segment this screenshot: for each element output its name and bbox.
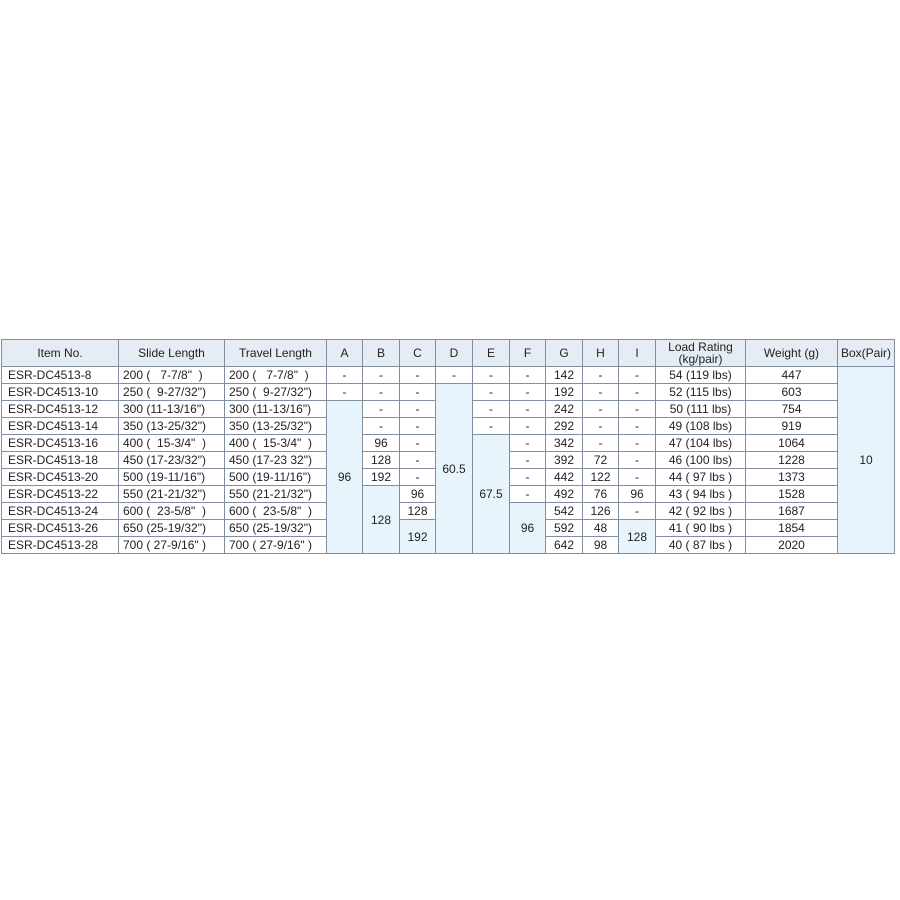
header-row (2, 340, 895, 367)
cell-f: - (510, 384, 546, 401)
cell-travel-length: 200 ( 7-7/8" ) (225, 367, 327, 384)
cell-f: - (510, 452, 546, 469)
cell-travel-length: 450 (17-23 32") (225, 452, 327, 469)
table-row (2, 367, 895, 384)
cell-item: ESR-DC4513-28 (2, 537, 119, 554)
cell-c: - (400, 367, 436, 384)
cell-weight: 919 (746, 418, 838, 435)
cell-travel-length: 700 ( 27-9/16" ) (225, 537, 327, 554)
cell-slide-length: 450 (17-23/32") (119, 452, 225, 469)
col-header-h: H (583, 340, 619, 367)
cell-c: - (400, 452, 436, 469)
col-header-b: B (363, 340, 400, 367)
cell-g: 492 (546, 486, 583, 503)
col-header-item-no: Item No. (2, 340, 119, 367)
cell-g: 542 (546, 503, 583, 520)
cell-i: - (619, 469, 656, 486)
cell-travel-length: 400 ( 15-3/4" ) (225, 435, 327, 452)
cell-h: 48 (583, 520, 619, 537)
spec-table (1, 339, 895, 554)
cell-g: 342 (546, 435, 583, 452)
cell-h: - (583, 401, 619, 418)
cell-e: - (473, 401, 510, 418)
cell-slide-length: 700 ( 27-9/16" ) (119, 537, 225, 554)
col-header-f: F (510, 340, 546, 367)
cell-c: - (400, 418, 436, 435)
cell-load-rating: 49 (108 lbs) (656, 418, 746, 435)
cell-item: ESR-DC4513-14 (2, 418, 119, 435)
cell-load-rating: 54 (119 lbs) (656, 367, 746, 384)
cell-load-rating: 43 ( 94 lbs ) (656, 486, 746, 503)
cell-i: - (619, 418, 656, 435)
cell-slide-length: 300 (11-13/16") (119, 401, 225, 418)
cell-e-merged: 67.5 (473, 435, 510, 554)
cell-load-rating: 47 (104 lbs) (656, 435, 746, 452)
cell-travel-length: 500 (19-11/16") (225, 469, 327, 486)
cell-load-rating: 41 ( 90 lbs ) (656, 520, 746, 537)
cell-item: ESR-DC4513-22 (2, 486, 119, 503)
cell-h: - (583, 435, 619, 452)
cell-h: 126 (583, 503, 619, 520)
cell-e: - (473, 418, 510, 435)
cell-slide-length: 350 (13-25/32") (119, 418, 225, 435)
cell-f: - (510, 486, 546, 503)
cell-f: - (510, 418, 546, 435)
col-header-travel-length: Travel Length (225, 340, 327, 367)
col-header-slide-length: Slide Length (119, 340, 225, 367)
col-header-i: I (619, 340, 656, 367)
col-header-g: G (546, 340, 583, 367)
cell-b: - (363, 367, 400, 384)
cell-h: 98 (583, 537, 619, 554)
cell-c: - (400, 401, 436, 418)
cell-i: 96 (619, 486, 656, 503)
cell-b: 96 (363, 435, 400, 452)
cell-weight: 1228 (746, 452, 838, 469)
cell-c: - (400, 384, 436, 401)
cell-weight: 603 (746, 384, 838, 401)
cell-i: - (619, 367, 656, 384)
cell-i: - (619, 503, 656, 520)
cell-g: 192 (546, 384, 583, 401)
cell-item: ESR-DC4513-16 (2, 435, 119, 452)
col-header-a: A (327, 340, 363, 367)
cell-g: 442 (546, 469, 583, 486)
col-header-c: C (400, 340, 436, 367)
cell-slide-length: 200 ( 7-7/8" ) (119, 367, 225, 384)
cell-b: 192 (363, 469, 400, 486)
cell-travel-length: 300 (11-13/16") (225, 401, 327, 418)
cell-h: 122 (583, 469, 619, 486)
cell-load-rating: 50 (111 lbs) (656, 401, 746, 418)
cell-item: ESR-DC4513-26 (2, 520, 119, 537)
cell-f: - (510, 367, 546, 384)
cell-weight: 447 (746, 367, 838, 384)
cell-g: 642 (546, 537, 583, 554)
cell-a-merged: 96 (327, 401, 363, 554)
cell-slide-length: 400 ( 15-3/4" ) (119, 435, 225, 452)
cell-d: - (436, 367, 473, 384)
cell-f: - (510, 401, 546, 418)
cell-weight: 754 (746, 401, 838, 418)
cell-i: - (619, 401, 656, 418)
cell-h: - (583, 418, 619, 435)
cell-item: ESR-DC4513-24 (2, 503, 119, 520)
cell-h: - (583, 384, 619, 401)
cell-slide-length: 600 ( 23-5/8" ) (119, 503, 225, 520)
cell-e: - (473, 367, 510, 384)
cell-slide-length: 650 (25-19/32") (119, 520, 225, 537)
cell-i: - (619, 384, 656, 401)
cell-box-merged: 10 (838, 367, 895, 554)
cell-c: 96 (400, 486, 436, 503)
cell-b: - (363, 384, 400, 401)
cell-weight: 1064 (746, 435, 838, 452)
cell-a: - (327, 367, 363, 384)
cell-i: - (619, 435, 656, 452)
cell-slide-length: 550 (21-21/32") (119, 486, 225, 503)
cell-item: ESR-DC4513-12 (2, 401, 119, 418)
cell-i-merged: 128 (619, 520, 656, 554)
col-header-box: Box(Pair) (838, 340, 895, 367)
cell-g: 292 (546, 418, 583, 435)
cell-item: ESR-DC4513-18 (2, 452, 119, 469)
cell-g: 142 (546, 367, 583, 384)
cell-load-rating: 40 ( 87 lbs ) (656, 537, 746, 554)
cell-slide-length: 250 ( 9-27/32") (119, 384, 225, 401)
cell-i: - (619, 452, 656, 469)
cell-travel-length: 350 (13-25/32") (225, 418, 327, 435)
cell-b: - (363, 401, 400, 418)
cell-b: - (363, 418, 400, 435)
col-header-e: E (473, 340, 510, 367)
table-row (2, 384, 895, 401)
cell-b: 128 (363, 452, 400, 469)
cell-b-merged: 128 (363, 486, 400, 554)
cell-load-rating: 46 (100 lbs) (656, 452, 746, 469)
cell-a: - (327, 384, 363, 401)
col-header-load-rating: Load Rating (kg/pair) (656, 340, 746, 367)
cell-f: - (510, 435, 546, 452)
cell-load-rating: 42 ( 92 lbs ) (656, 503, 746, 520)
cell-c: 128 (400, 503, 436, 520)
cell-weight: 1687 (746, 503, 838, 520)
cell-h: 76 (583, 486, 619, 503)
cell-travel-length: 550 (21-21/32") (225, 486, 327, 503)
cell-weight: 2020 (746, 537, 838, 554)
col-header-weight: Weight (g) (746, 340, 838, 367)
cell-g: 392 (546, 452, 583, 469)
cell-c: - (400, 435, 436, 452)
cell-weight: 1528 (746, 486, 838, 503)
cell-d-merged: 60.5 (436, 384, 473, 554)
cell-e: - (473, 384, 510, 401)
cell-load-rating: 44 ( 97 lbs ) (656, 469, 746, 486)
cell-travel-length: 250 ( 9-27/32") (225, 384, 327, 401)
cell-item: ESR-DC4513-10 (2, 384, 119, 401)
cell-slide-length: 500 (19-11/16") (119, 469, 225, 486)
col-header-d: D (436, 340, 473, 367)
cell-c: - (400, 469, 436, 486)
cell-weight: 1854 (746, 520, 838, 537)
cell-h: 72 (583, 452, 619, 469)
cell-f-merged: 96 (510, 503, 546, 554)
cell-item: ESR-DC4513-8 (2, 367, 119, 384)
cell-g: 242 (546, 401, 583, 418)
cell-h: - (583, 367, 619, 384)
cell-load-rating: 52 (115 lbs) (656, 384, 746, 401)
cell-travel-length: 650 (25-19/32") (225, 520, 327, 537)
cell-weight: 1373 (746, 469, 838, 486)
cell-f: - (510, 469, 546, 486)
cell-travel-length: 600 ( 23-5/8" ) (225, 503, 327, 520)
cell-g: 592 (546, 520, 583, 537)
cell-item: ESR-DC4513-20 (2, 469, 119, 486)
cell-c-merged: 192 (400, 520, 436, 554)
